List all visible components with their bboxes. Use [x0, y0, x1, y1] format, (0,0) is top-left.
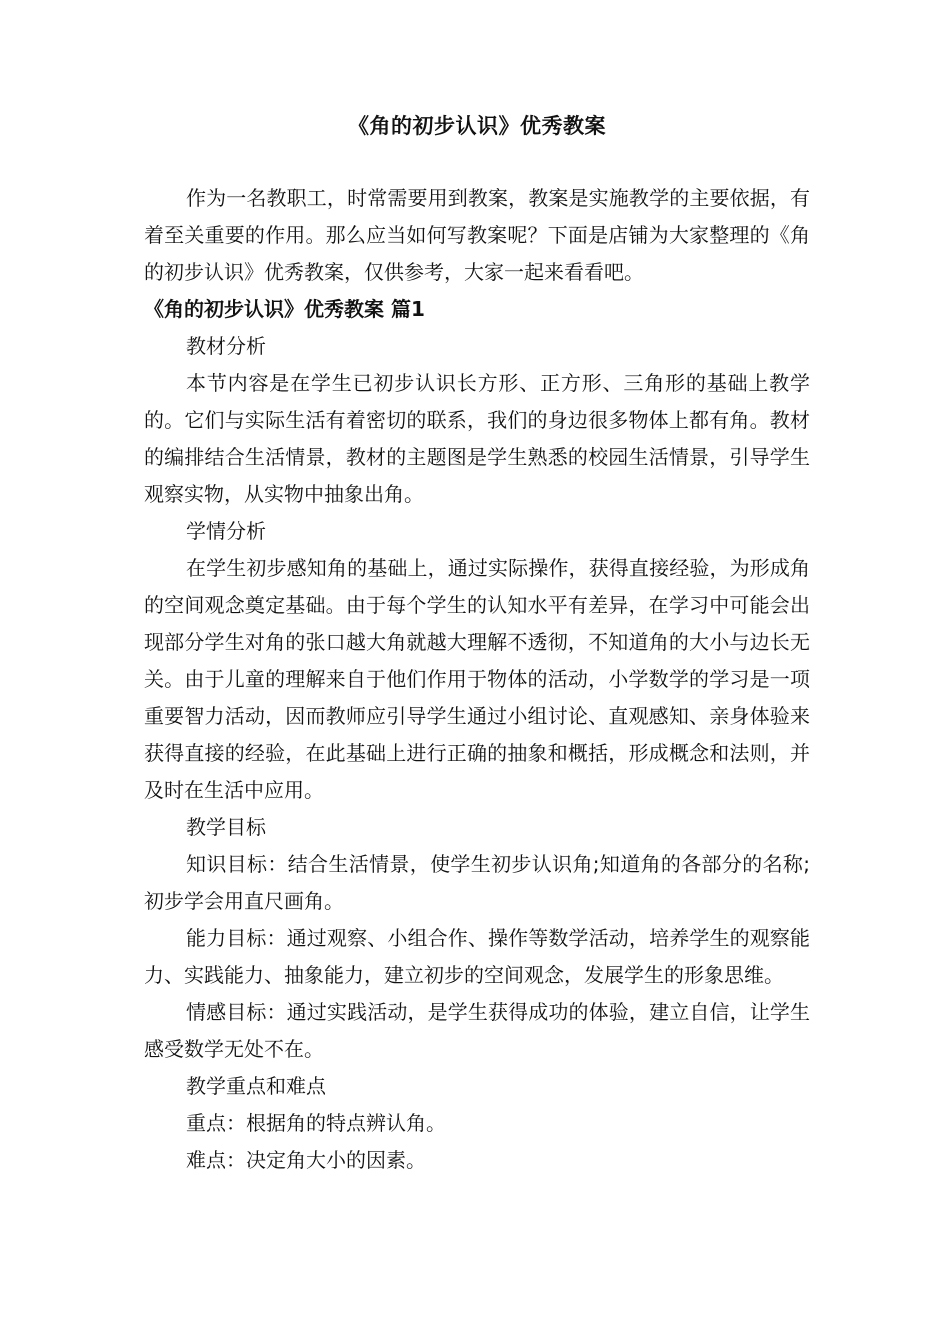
subheading-learner-analysis: 学情分析 — [186, 519, 266, 543]
subheading-key-points: 教学重点和难点 — [186, 1074, 326, 1098]
paragraph-learner-analysis: 在学生初步感知角的基础上，通过实际操作，获得直接经验，为形成角的空间观念奠定基础。由于每个学生的认知水平有差异，在学习中可能会出现部分学生对角的张口越大角就越大理解不透彻，不知道角的大小与边长无关。由于儿童的理解来自于他们作用于物体的活动，小学数学的学习是一项重要智力活动，因而教师应引导学生通过小组讨论、直观感知、亲身体验来获得直接的经验，在此基础上进行正确的抽象和概括，形成概念和法则，并及时在生活中应用。 — [144, 556, 810, 802]
subheading-teaching-goals: 教学目标 — [186, 815, 266, 839]
intro-paragraph: 作为一名教职工，时常需要用到教案，教案是实施教学的主要依据，有着至关重要的作用。那么应当如何写教案呢？下面是店铺为大家整理的《角的初步认识》优秀教案，仅供参考，大家一起来看看吧。 — [144, 186, 810, 284]
document-page — [144, 108, 810, 1179]
paragraph-knowledge-goal: 知识目标：结合生活情景，使学生初步认识角;知道角的各部分的名称;初步学会用直尺画角。 — [144, 852, 810, 913]
section-title: 《角的初步认识》优秀教案 篇1 — [144, 297, 425, 321]
paragraph-ability-goal: 能力目标：通过观察、小组合作、操作等数学活动，培养学生的观察能力、实践能力、抽象能力，建立初步的空间观念，发展学生的形象思维。 — [144, 926, 810, 987]
paragraph-textbook-analysis: 本节内容是在学生已初步认识长方形、正方形、三角形的基础上教学的。它们与实际生活有着密切的联系，我们的身边很多物体上都有角。教材的编排结合生活情景，教材的主题图是学生熟悉的校园生活情景，引导学生观察实物，从实物中抽象出角。 — [144, 371, 810, 506]
paragraph-key-point: 重点：根据角的特点辨认角。 — [186, 1111, 446, 1135]
paragraph-difficult-point: 难点：决定角大小的因素。 — [186, 1148, 426, 1172]
paragraph-emotion-goal: 情感目标：通过实践活动，是学生获得成功的体验，建立自信，让学生感受数学无处不在。 — [144, 1000, 810, 1061]
subheading-textbook-analysis: 教材分析 — [186, 334, 266, 358]
document-title: 《角的初步认识》优秀教案 — [348, 114, 606, 138]
